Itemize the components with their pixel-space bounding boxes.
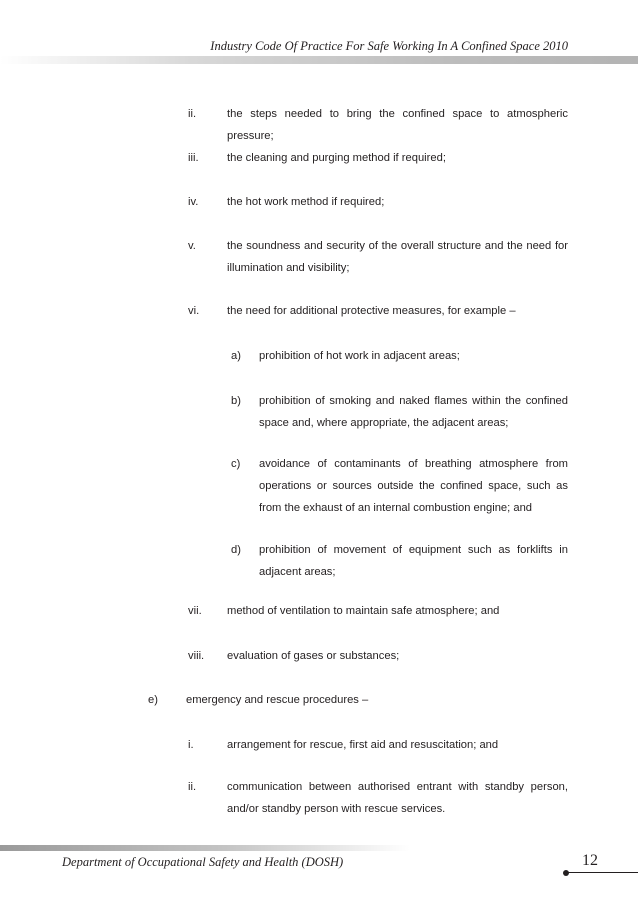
list-marker: iv.: [188, 196, 199, 208]
list-item-text: the hot work method if required;: [227, 196, 385, 208]
header-divider: [0, 56, 638, 64]
list-marker: ii.: [188, 108, 197, 120]
list-item-text: arrangement for rescue, first aid and resuscitation; and: [227, 739, 499, 751]
list-marker: b): [231, 395, 241, 407]
page-number-underline: [566, 872, 638, 873]
list-item-text: prohibition of smoking and naked flames within the confined space and, where appropriate, the adjacent areas;: [259, 395, 568, 429]
list-item-text: prohibition of hot work in adjacent areas;: [259, 350, 460, 362]
footer-department: Department of Occupational Safety and Health (DOSH): [62, 855, 344, 869]
list-marker: a): [231, 350, 241, 362]
list-item-text: the soundness and security of the overall structure and the need for illumination and visibility;: [227, 240, 568, 274]
list-item-text: emergency and rescue procedures –: [186, 694, 369, 706]
page-number: 12: [582, 852, 598, 869]
list-marker: ii.: [188, 781, 197, 793]
list-marker: vi.: [188, 305, 200, 317]
list-marker: vii.: [188, 605, 202, 617]
list-item-text: evaluation of gases or substances;: [227, 650, 400, 662]
bullet-dot-icon: [563, 870, 569, 876]
list-marker: viii.: [188, 650, 205, 662]
list-marker: e): [148, 694, 158, 706]
list-item-text: the need for additional protective measures, for example –: [227, 305, 516, 317]
running-header-title: Industry Code Of Practice For Safe Working In A Confined Space 2010: [210, 39, 568, 53]
list-item-text: prohibition of movement of equipment such as forklifts in adjacent areas;: [259, 544, 568, 578]
list-item-text: avoidance of contaminants of breathing atmosphere from operations or sources outside the confined space, such as from the exhaust of an internal combustion engine; and: [259, 458, 568, 514]
list-item-text: method of ventilation to maintain safe atmosphere; and: [227, 605, 500, 617]
list-marker: c): [231, 458, 241, 470]
list-marker: i.: [188, 739, 194, 751]
list-item-text: communication between authorised entrant with standby person, and/or standby person with rescue services.: [227, 781, 568, 815]
list-marker: v.: [188, 240, 196, 252]
list-marker: d): [231, 544, 241, 556]
list-marker: iii.: [188, 152, 199, 164]
list-item-text: the steps needed to bring the confined space to atmospheric pressure;: [227, 108, 568, 142]
footer-divider: [0, 845, 410, 851]
list-item-text: the cleaning and purging method if required;: [227, 152, 446, 164]
